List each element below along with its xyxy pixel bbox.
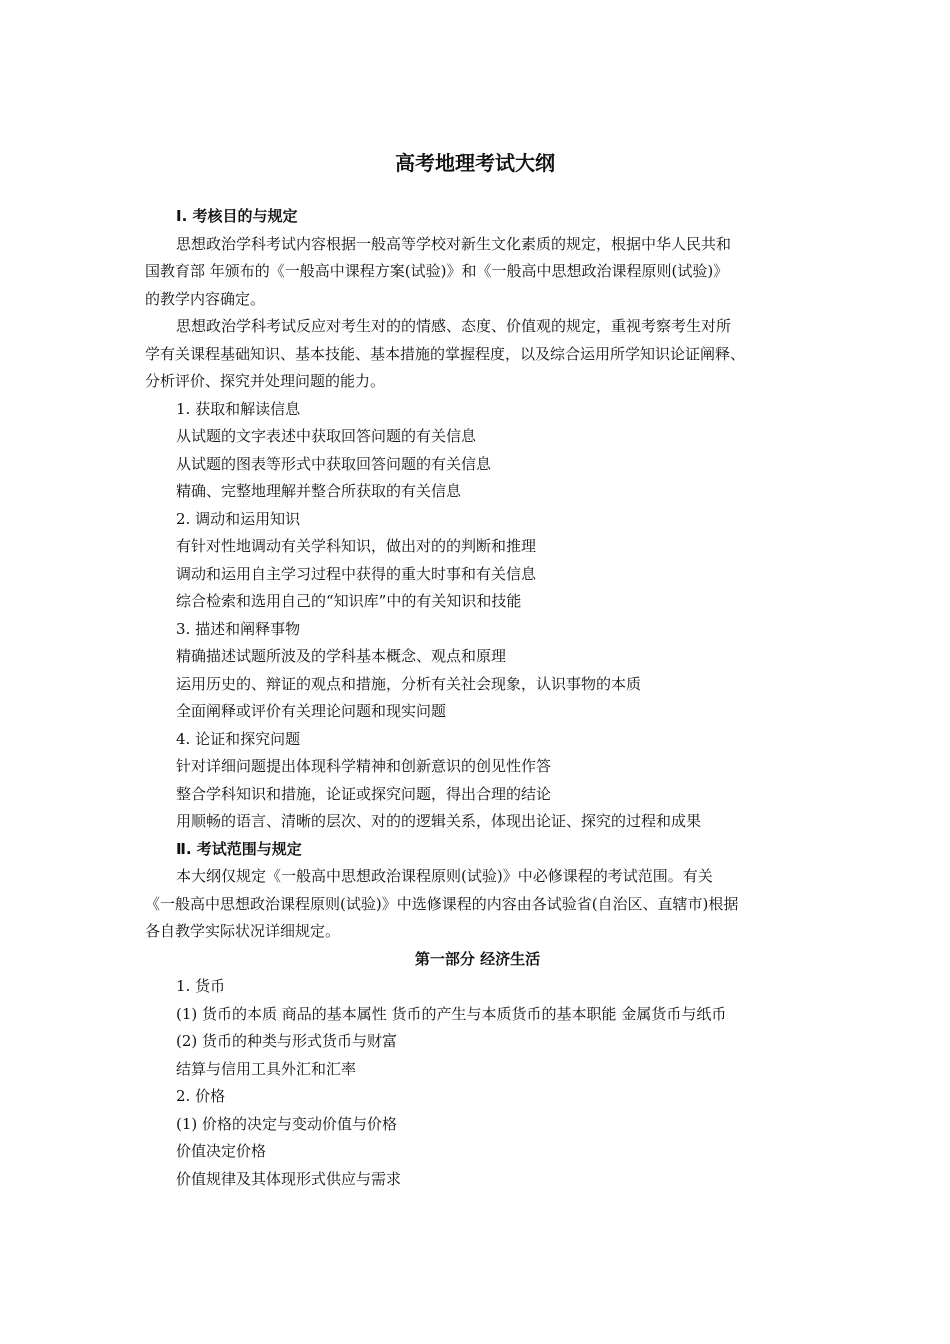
list-item: (1) 价格的决定与变动价值与价格 xyxy=(176,1114,398,1133)
list-item-label: 2. 调动和运用知识 xyxy=(176,509,301,528)
list-item: 有针对性地调动有关学科知识，做出对的的判断和推理 xyxy=(176,537,537,555)
list-item-label: 3. 描述和阐释事物 xyxy=(176,619,301,638)
list-item: 从试题的文字表述中获取回答问题的有关信息 xyxy=(176,427,477,445)
paragraph-line: 各自教学实际状况详细规定。 xyxy=(145,922,341,940)
paragraph-line: 思想政治学科考试内容根据一般高等学校对新生文化素质的规定，根据中华人民共和 xyxy=(176,234,732,253)
paragraph-line: 的教学内容确定。 xyxy=(145,289,266,308)
list-item: 结算与信用工具外汇和汇率 xyxy=(176,1059,357,1078)
list-item: 价值决定价格 xyxy=(176,1142,267,1160)
list-item: 精确描述试题所波及的学科基本概念、观点和原理 xyxy=(176,647,507,665)
list-item: 针对详细问题提出体现科学精神和创新意识的创见性作答 xyxy=(176,757,552,775)
list-item: 价值规律及其体现形式供应与需求 xyxy=(176,1169,402,1188)
list-item: 运用历史的、辩证的观点和措施，分析有关社会现象，认识事物的本质 xyxy=(176,674,642,693)
list-item: 用顺畅的语言、清晰的层次、对的的逻辑关系，体现出论证、探究的过程和成果 xyxy=(176,812,702,830)
list-item: (1) 货币的本质 商品的基本属性 货币的产生与本质货币的基本职能 金属货币与纸币 xyxy=(176,1004,727,1023)
list-item-label: 4. 论证和探究问题 xyxy=(176,729,301,748)
document-body xyxy=(145,203,810,1193)
list-item: 综合检索和选用自己的“知识库”中的有关知识和技能 xyxy=(176,592,522,610)
list-item: 从试题的图表等形式中获取回答问题的有关信息 xyxy=(176,454,492,473)
paragraph-line: 分析评价、探究并处理问题的能力。 xyxy=(145,372,386,390)
list-item-label: 1. 获取和解读信息 xyxy=(176,399,301,418)
document-title: 高考地理考试大纲 xyxy=(395,151,555,175)
paragraph-line: 思想政治学科考试反应对考生对的的情感、态度、价值观的规定，重视考察考生对所 xyxy=(176,317,732,335)
section-heading: Ⅱ. 考试范围与规定 xyxy=(176,839,302,858)
paragraph-line: 学有关课程基础知识、基本技能、基本措施的掌握程度，以及综合运用所学知识论证阐释、 xyxy=(145,344,746,363)
section-heading: Ⅰ. 考核目的与规定 xyxy=(176,207,298,225)
paragraph-line: 国教育部 年颁布的《一般高中课程方案(试验)》和《一般高中思想政治课程原则(试验)》 xyxy=(145,262,729,280)
list-item: 精确、完整地理解并整合所获取的有关信息 xyxy=(176,482,462,500)
list-item: 调动和运用自主学习过程中获得的重大时事和有关信息 xyxy=(176,564,537,583)
list-item: 整合学科知识和措施，论证或探究问题，得出合理的结论 xyxy=(176,784,552,803)
part-title: 第一部分 经济生活 xyxy=(414,949,541,968)
paragraph-line: 本大纲仅规定《一般高中思想政治课程原则(试验)》中必修课程的考试范围。有关 xyxy=(176,867,713,885)
list-item: 1. 货币 xyxy=(176,977,226,995)
paragraph-line: 《一般高中思想政治课程原则(试验)》中选修课程的内容由各试验省(自治区、直辖市)根据 xyxy=(145,894,739,913)
list-item: 2. 价格 xyxy=(176,1087,226,1105)
list-item: 全面阐释或评价有关理论问题和现实问题 xyxy=(176,702,447,720)
list-item: (2) 货币的种类与形式货币与财富 xyxy=(176,1032,398,1050)
